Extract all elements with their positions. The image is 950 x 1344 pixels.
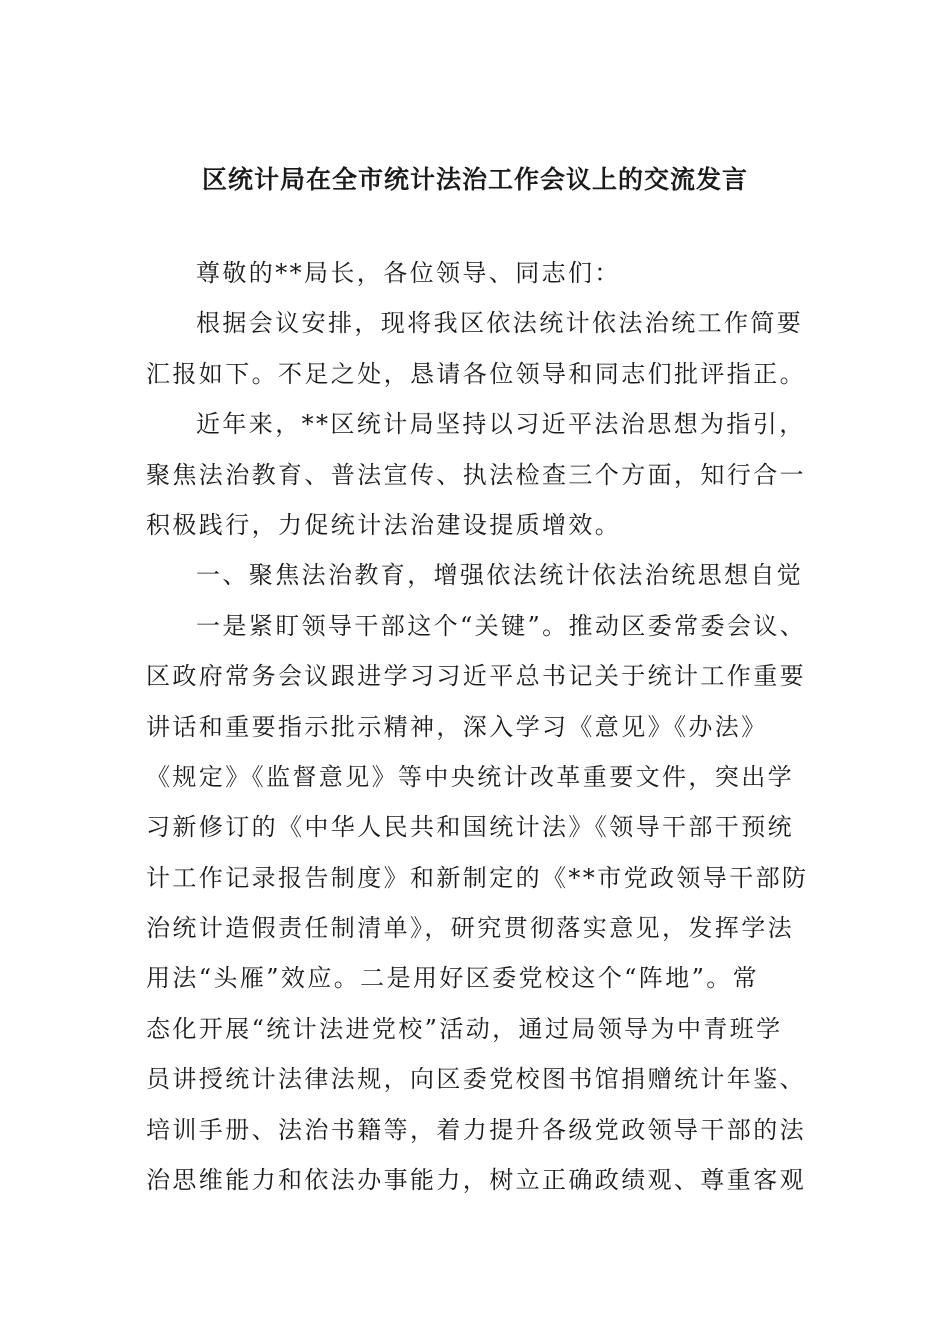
paragraph-line: 讲话和重要指示批示精神，深入学习《意见》《办法》	[146, 712, 768, 741]
section-heading: 一、聚焦法治教育，增强依法统计依法治统思想自觉	[196, 561, 804, 590]
paragraph-line: 聚焦法治教育、普法宣传、执法检查三个方面，知行合一	[146, 460, 806, 489]
paragraph-line: 汇报如下。不足之处，恳请各位领导和同志们批评指正。	[146, 359, 806, 388]
paragraph-line: 治统计造假责任制清单》，研究贯彻落实意见，发挥学法	[146, 914, 794, 943]
paragraph-line: 治思维能力和依法办事能力，树立正确政绩观、尊重客观	[146, 1166, 806, 1195]
paragraph-line: 培训手册、法治书籍等，着力提升各级党政领导干部的法	[146, 1115, 806, 1144]
paragraph-line: 习新修订的《中华人民共和国统计法》《领导干部干预统	[146, 813, 794, 842]
document-title: 区统计局在全市统计法治工作会议上的交流发言	[201, 165, 748, 194]
paragraph-line: 一是紧盯领导干部这个“关键”。推动区委常委会议、	[196, 611, 807, 640]
salutation-line: 尊敬的**局长，各位领导、同志们：	[196, 259, 621, 287]
paragraph-line: 态化开展“统计法进党校”活动，通过局领导为中青班学	[146, 1014, 783, 1043]
paragraph-line: 根据会议安排，现将我区依法统计依法治统工作简要	[196, 309, 804, 338]
paragraph-line: 用法“头雁”效应。二是用好区委党校这个“阵地”。常	[146, 964, 760, 993]
paragraph-line: 计工作记录报告制度》和新制定的《**市党政领导干部防	[146, 863, 809, 892]
paragraph-line: 《规定》《监督意见》等中央统计改革重要文件，突出学	[146, 762, 794, 791]
paragraph-line: 积极践行，力促统计法治建设提质增效。	[146, 510, 622, 539]
document-body	[146, 248, 836, 1205]
paragraph-line: 区政府常务会议跟进学习习近平总书记关于统计工作重要	[146, 662, 806, 691]
paragraph-line: 员讲授统计法律法规，向区委党校图书馆捐赠统计年鉴、	[146, 1065, 806, 1094]
paragraph-line: 近年来，**区统计局坚持以习近平法治思想为指引，	[196, 410, 806, 439]
